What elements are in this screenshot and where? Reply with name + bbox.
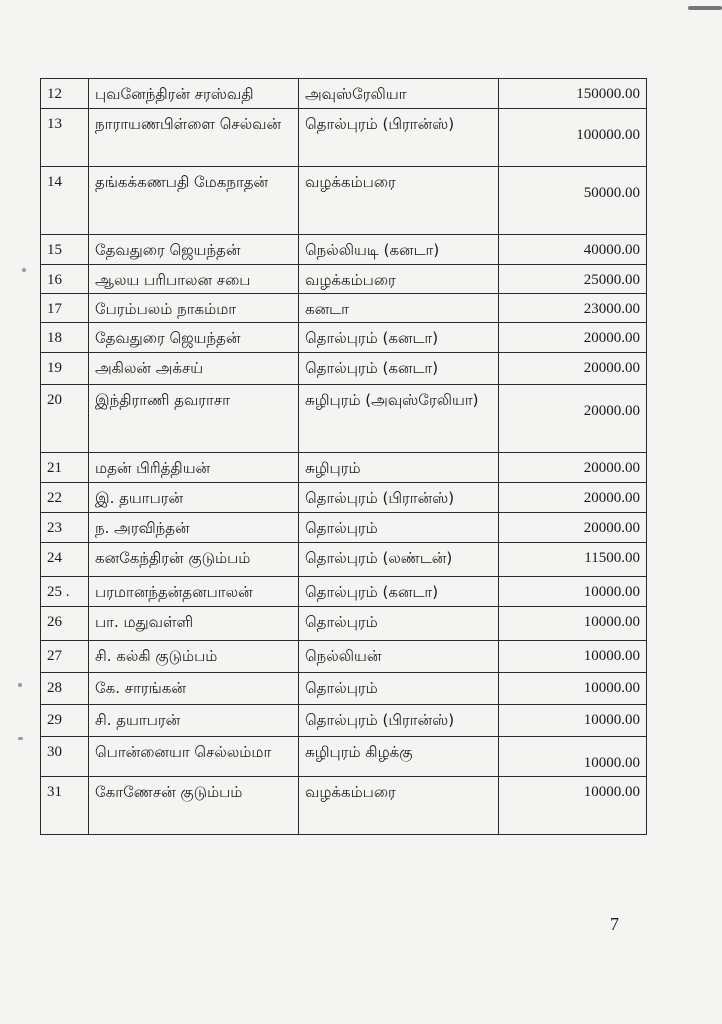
table-row bbox=[41, 513, 647, 543]
donor-place: நெல்லியடி (கனடா) bbox=[299, 235, 499, 265]
donor-place: தொல்புரம் bbox=[299, 607, 499, 641]
table-row bbox=[41, 385, 647, 453]
donor-name: கோணேசன் குடும்பம் bbox=[89, 777, 299, 835]
table-row bbox=[41, 777, 647, 835]
table-row bbox=[41, 167, 647, 235]
donation-amount: 50000.00 bbox=[499, 167, 647, 235]
table-row bbox=[41, 641, 647, 673]
table-row bbox=[41, 453, 647, 483]
row-number: 26 bbox=[41, 607, 89, 641]
donation-amount: 25000.00 bbox=[499, 265, 647, 294]
donor-name: பரமானந்தன்தனபாலன் bbox=[89, 577, 299, 607]
table-row bbox=[41, 737, 647, 777]
donations-table bbox=[40, 78, 647, 835]
table-row bbox=[41, 673, 647, 705]
table-row bbox=[41, 577, 647, 607]
row-number: 25 . bbox=[41, 577, 89, 607]
row-number: 29 bbox=[41, 705, 89, 737]
donor-place: சுழிபுரம் கிழக்கு bbox=[299, 737, 499, 777]
donor-name: சி. கல்கி குடும்பம் bbox=[89, 641, 299, 673]
donor-place: நெல்லியன் bbox=[299, 641, 499, 673]
donation-amount: 11500.00 bbox=[499, 543, 647, 577]
donor-name: பேரம்பலம் நாகம்மா bbox=[89, 294, 299, 323]
scan-mark bbox=[18, 683, 22, 687]
donor-place: கனடா bbox=[299, 294, 499, 323]
table-row bbox=[41, 543, 647, 577]
donation-amount: 20000.00 bbox=[499, 353, 647, 385]
page-number: 7 bbox=[610, 914, 619, 934]
donation-amount: 10000.00 bbox=[499, 641, 647, 673]
donor-name: ந. அரவிந்தன் bbox=[89, 513, 299, 543]
donor-name: கனகேந்திரன் குடும்பம் bbox=[89, 543, 299, 577]
donor-place: அவுஸ்ரேலியா bbox=[299, 79, 499, 109]
donor-place: சுழிபுரம் (அவுஸ்ரேலியா) bbox=[299, 385, 499, 453]
donor-place: சுழிபுரம் bbox=[299, 453, 499, 483]
donor-place: தொல்புரம் (பிரான்ஸ்) bbox=[299, 109, 499, 167]
table-row bbox=[41, 265, 647, 294]
donation-amount: 20000.00 bbox=[499, 385, 647, 453]
donor-name: தேவதுரை ஜெயந்தன் bbox=[89, 323, 299, 353]
table-row bbox=[41, 705, 647, 737]
donation-amount: 100000.00 bbox=[499, 109, 647, 167]
donor-place: தொல்புரம் (பிரான்ஸ்) bbox=[299, 483, 499, 513]
donor-place: வழக்கம்பரை bbox=[299, 167, 499, 235]
donation-amount: 23000.00 bbox=[499, 294, 647, 323]
table-row bbox=[41, 79, 647, 109]
scan-mark bbox=[22, 268, 26, 272]
row-number: 27 bbox=[41, 641, 89, 673]
donation-amount: 10000.00 bbox=[499, 607, 647, 641]
row-number: 31 bbox=[41, 777, 89, 835]
donation-amount: 150000.00 bbox=[499, 79, 647, 109]
row-number: 30 bbox=[41, 737, 89, 777]
row-number: 19 bbox=[41, 353, 89, 385]
row-number: 15 bbox=[41, 235, 89, 265]
table-row bbox=[41, 294, 647, 323]
row-number: 12 bbox=[41, 79, 89, 109]
donor-name: மதன் பிரித்தியன் bbox=[89, 453, 299, 483]
donor-place: வழக்கம்பரை bbox=[299, 777, 499, 835]
donor-name: நாராயணபிள்ளை செல்வன் bbox=[89, 109, 299, 167]
donor-name: பொன்னையா செல்லம்மா bbox=[89, 737, 299, 777]
donor-name: தங்கக்கணபதி மேகநாதன் bbox=[89, 167, 299, 235]
row-number: 24 bbox=[41, 543, 89, 577]
donor-name: ஆலய பரிபாலன சபை bbox=[89, 265, 299, 294]
donor-place: தொல்புரம் (கனடா) bbox=[299, 353, 499, 385]
scan-mark bbox=[688, 6, 722, 10]
donation-amount: 10000.00 bbox=[499, 705, 647, 737]
row-number: 17 bbox=[41, 294, 89, 323]
donor-place: தொல்புரம் (லண்டன்) bbox=[299, 543, 499, 577]
donor-name: பா. மதுவள்ளி bbox=[89, 607, 299, 641]
donation-amount: 20000.00 bbox=[499, 483, 647, 513]
donor-place: வழக்கம்பரை bbox=[299, 265, 499, 294]
row-number: 13 bbox=[41, 109, 89, 167]
donation-amount: 40000.00 bbox=[499, 235, 647, 265]
donation-amount: 20000.00 bbox=[499, 513, 647, 543]
donor-name: அகிலன் அக்சய் bbox=[89, 353, 299, 385]
row-number: 23 bbox=[41, 513, 89, 543]
donation-amount: 10000.00 bbox=[499, 777, 647, 835]
donor-name: தேவதுரை ஜெயந்தன் bbox=[89, 235, 299, 265]
donation-amount: 10000.00 bbox=[499, 737, 647, 777]
table-row bbox=[41, 483, 647, 513]
table-row bbox=[41, 235, 647, 265]
row-number: 22 bbox=[41, 483, 89, 513]
donor-name: இ. தயாபரன் bbox=[89, 483, 299, 513]
donor-place: தொல்புரம் (பிரான்ஸ்) bbox=[299, 705, 499, 737]
table-row bbox=[41, 323, 647, 353]
table-row bbox=[41, 353, 647, 385]
row-number: 21 bbox=[41, 453, 89, 483]
donor-place: தொல்புரம் (கனடா) bbox=[299, 577, 499, 607]
donation-amount: 20000.00 bbox=[499, 323, 647, 353]
donor-place: தொல்புரம் bbox=[299, 513, 499, 543]
donor-name: கே. சாரங்கன் bbox=[89, 673, 299, 705]
table-row bbox=[41, 109, 647, 167]
donation-amount: 10000.00 bbox=[499, 673, 647, 705]
donor-name: இந்திராணி தவராசா bbox=[89, 385, 299, 453]
donor-name: புவனேந்திரன் சரஸ்வதி bbox=[89, 79, 299, 109]
scan-mark bbox=[18, 737, 23, 740]
table-row bbox=[41, 607, 647, 641]
donor-name: சி. தயாபரன் bbox=[89, 705, 299, 737]
row-number: 18 bbox=[41, 323, 89, 353]
donation-amount: 20000.00 bbox=[499, 453, 647, 483]
donor-place: தொல்புரம் (கனடா) bbox=[299, 323, 499, 353]
row-number: 20 bbox=[41, 385, 89, 453]
row-number: 28 bbox=[41, 673, 89, 705]
donations-table-body bbox=[41, 79, 647, 835]
row-number: 14 bbox=[41, 167, 89, 235]
donation-amount: 10000.00 bbox=[499, 577, 647, 607]
donor-place: தொல்புரம் bbox=[299, 673, 499, 705]
row-number: 16 bbox=[41, 265, 89, 294]
